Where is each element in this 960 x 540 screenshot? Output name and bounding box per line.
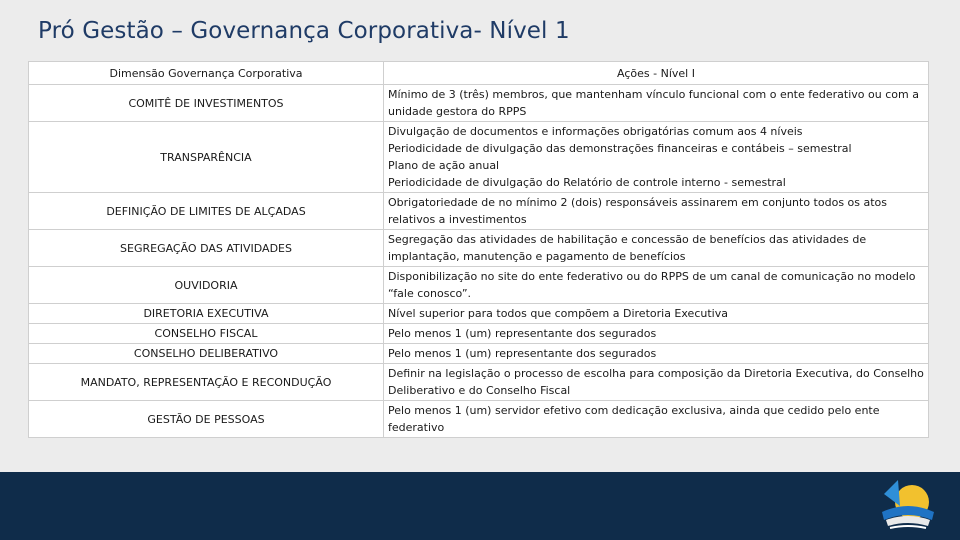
header-dimension: Dimensão Governança Corporativa bbox=[29, 62, 384, 85]
action-text: Pelo menos 1 (um) representante dos segurados bbox=[388, 347, 657, 360]
action-text: Segregação das atividades de habilitação e concessão de benefícios das atividades de implantação, manutenção e pagamento de benefícios bbox=[388, 233, 867, 263]
actions-cell bbox=[384, 267, 929, 304]
table-row bbox=[29, 122, 929, 193]
table-row bbox=[29, 401, 929, 438]
table-row bbox=[29, 364, 929, 401]
actions-cell bbox=[384, 85, 929, 122]
action-text: Pelo menos 1 (um) representante dos segurados bbox=[388, 327, 657, 340]
dimension-cell: CONSELHO FISCAL bbox=[29, 324, 384, 344]
actions-cell bbox=[384, 230, 929, 267]
dimension-cell: TRANSPARÊNCIA bbox=[29, 122, 384, 193]
dimension-cell: MANDATO, REPRESENTAÇÃO E RECONDUÇÃO bbox=[29, 364, 384, 401]
actions-cell bbox=[384, 344, 929, 364]
action-text: Nível superior para todos que compõem a Diretoria Executiva bbox=[388, 307, 728, 320]
action-text: Obrigatoriedade de no mínimo 2 (dois) responsáveis assinarem em conjunto todos os atos relativos a investimentos bbox=[388, 196, 888, 226]
actions-cell bbox=[384, 122, 929, 193]
page-title: Pró Gestão – Governança Corporativa- Nível 1 bbox=[38, 18, 570, 44]
table-row bbox=[29, 344, 929, 364]
table-row bbox=[29, 85, 929, 122]
action-text: Pelo menos 1 (um) servidor efetivo com dedicação exclusiva, ainda que cedido pelo ente federativo bbox=[388, 404, 880, 434]
dimension-cell: DEFINIÇÃO DE LIMITES DE ALÇADAS bbox=[29, 193, 384, 230]
actions-cell bbox=[384, 324, 929, 344]
dimension-cell: SEGREGAÇÃO DAS ATIVIDADES bbox=[29, 230, 384, 267]
dimension-cell: DIRETORIA EXECUTIVA bbox=[29, 304, 384, 324]
actions-cell bbox=[384, 401, 929, 438]
table-header-row bbox=[29, 62, 929, 85]
action-text: Periodicidade de divulgação do Relatório de controle interno - semestral bbox=[388, 176, 786, 189]
dimension-cell: COMITÊ DE INVESTIMENTOS bbox=[29, 85, 384, 122]
actions-cell bbox=[384, 364, 929, 401]
action-text: Disponibilização no site do ente federativo ou do RPPS de um canal de comunicação no modelo “fale conosco”. bbox=[388, 270, 916, 300]
action-text: Mínimo de 3 (três) membros, que mantenham vínculo funcional com o ente federativo ou com a unidade gestora do RPPS bbox=[388, 88, 919, 118]
footer-band bbox=[0, 472, 960, 540]
table-row bbox=[29, 193, 929, 230]
actions-cell bbox=[384, 304, 929, 324]
action-text: Divulgação de documentos e informações obrigatórias comum aos 4 níveis bbox=[388, 125, 803, 138]
actions-cell bbox=[384, 193, 929, 230]
header-actions: Ações - Nível I bbox=[384, 62, 929, 85]
table-row bbox=[29, 267, 929, 304]
action-text: Definir na legislação o processo de escolha para composição da Diretoria Executiva, do Conselho Deliberativo e do Conselho Fiscal bbox=[388, 367, 924, 397]
table-row bbox=[29, 324, 929, 344]
action-text: Periodicidade de divulgação das demonstrações financeiras e contábeis – semestral bbox=[388, 142, 852, 155]
dimension-cell: CONSELHO DELIBERATIVO bbox=[29, 344, 384, 364]
table-row bbox=[29, 230, 929, 267]
governance-table bbox=[28, 61, 929, 438]
table-row bbox=[29, 304, 929, 324]
dimension-cell: OUVIDORIA bbox=[29, 267, 384, 304]
action-text: Plano de ação anual bbox=[388, 159, 500, 172]
dimension-cell: GESTÃO DE PESSOAS bbox=[29, 401, 384, 438]
institution-logo-icon bbox=[876, 476, 940, 536]
table-body bbox=[29, 85, 929, 438]
